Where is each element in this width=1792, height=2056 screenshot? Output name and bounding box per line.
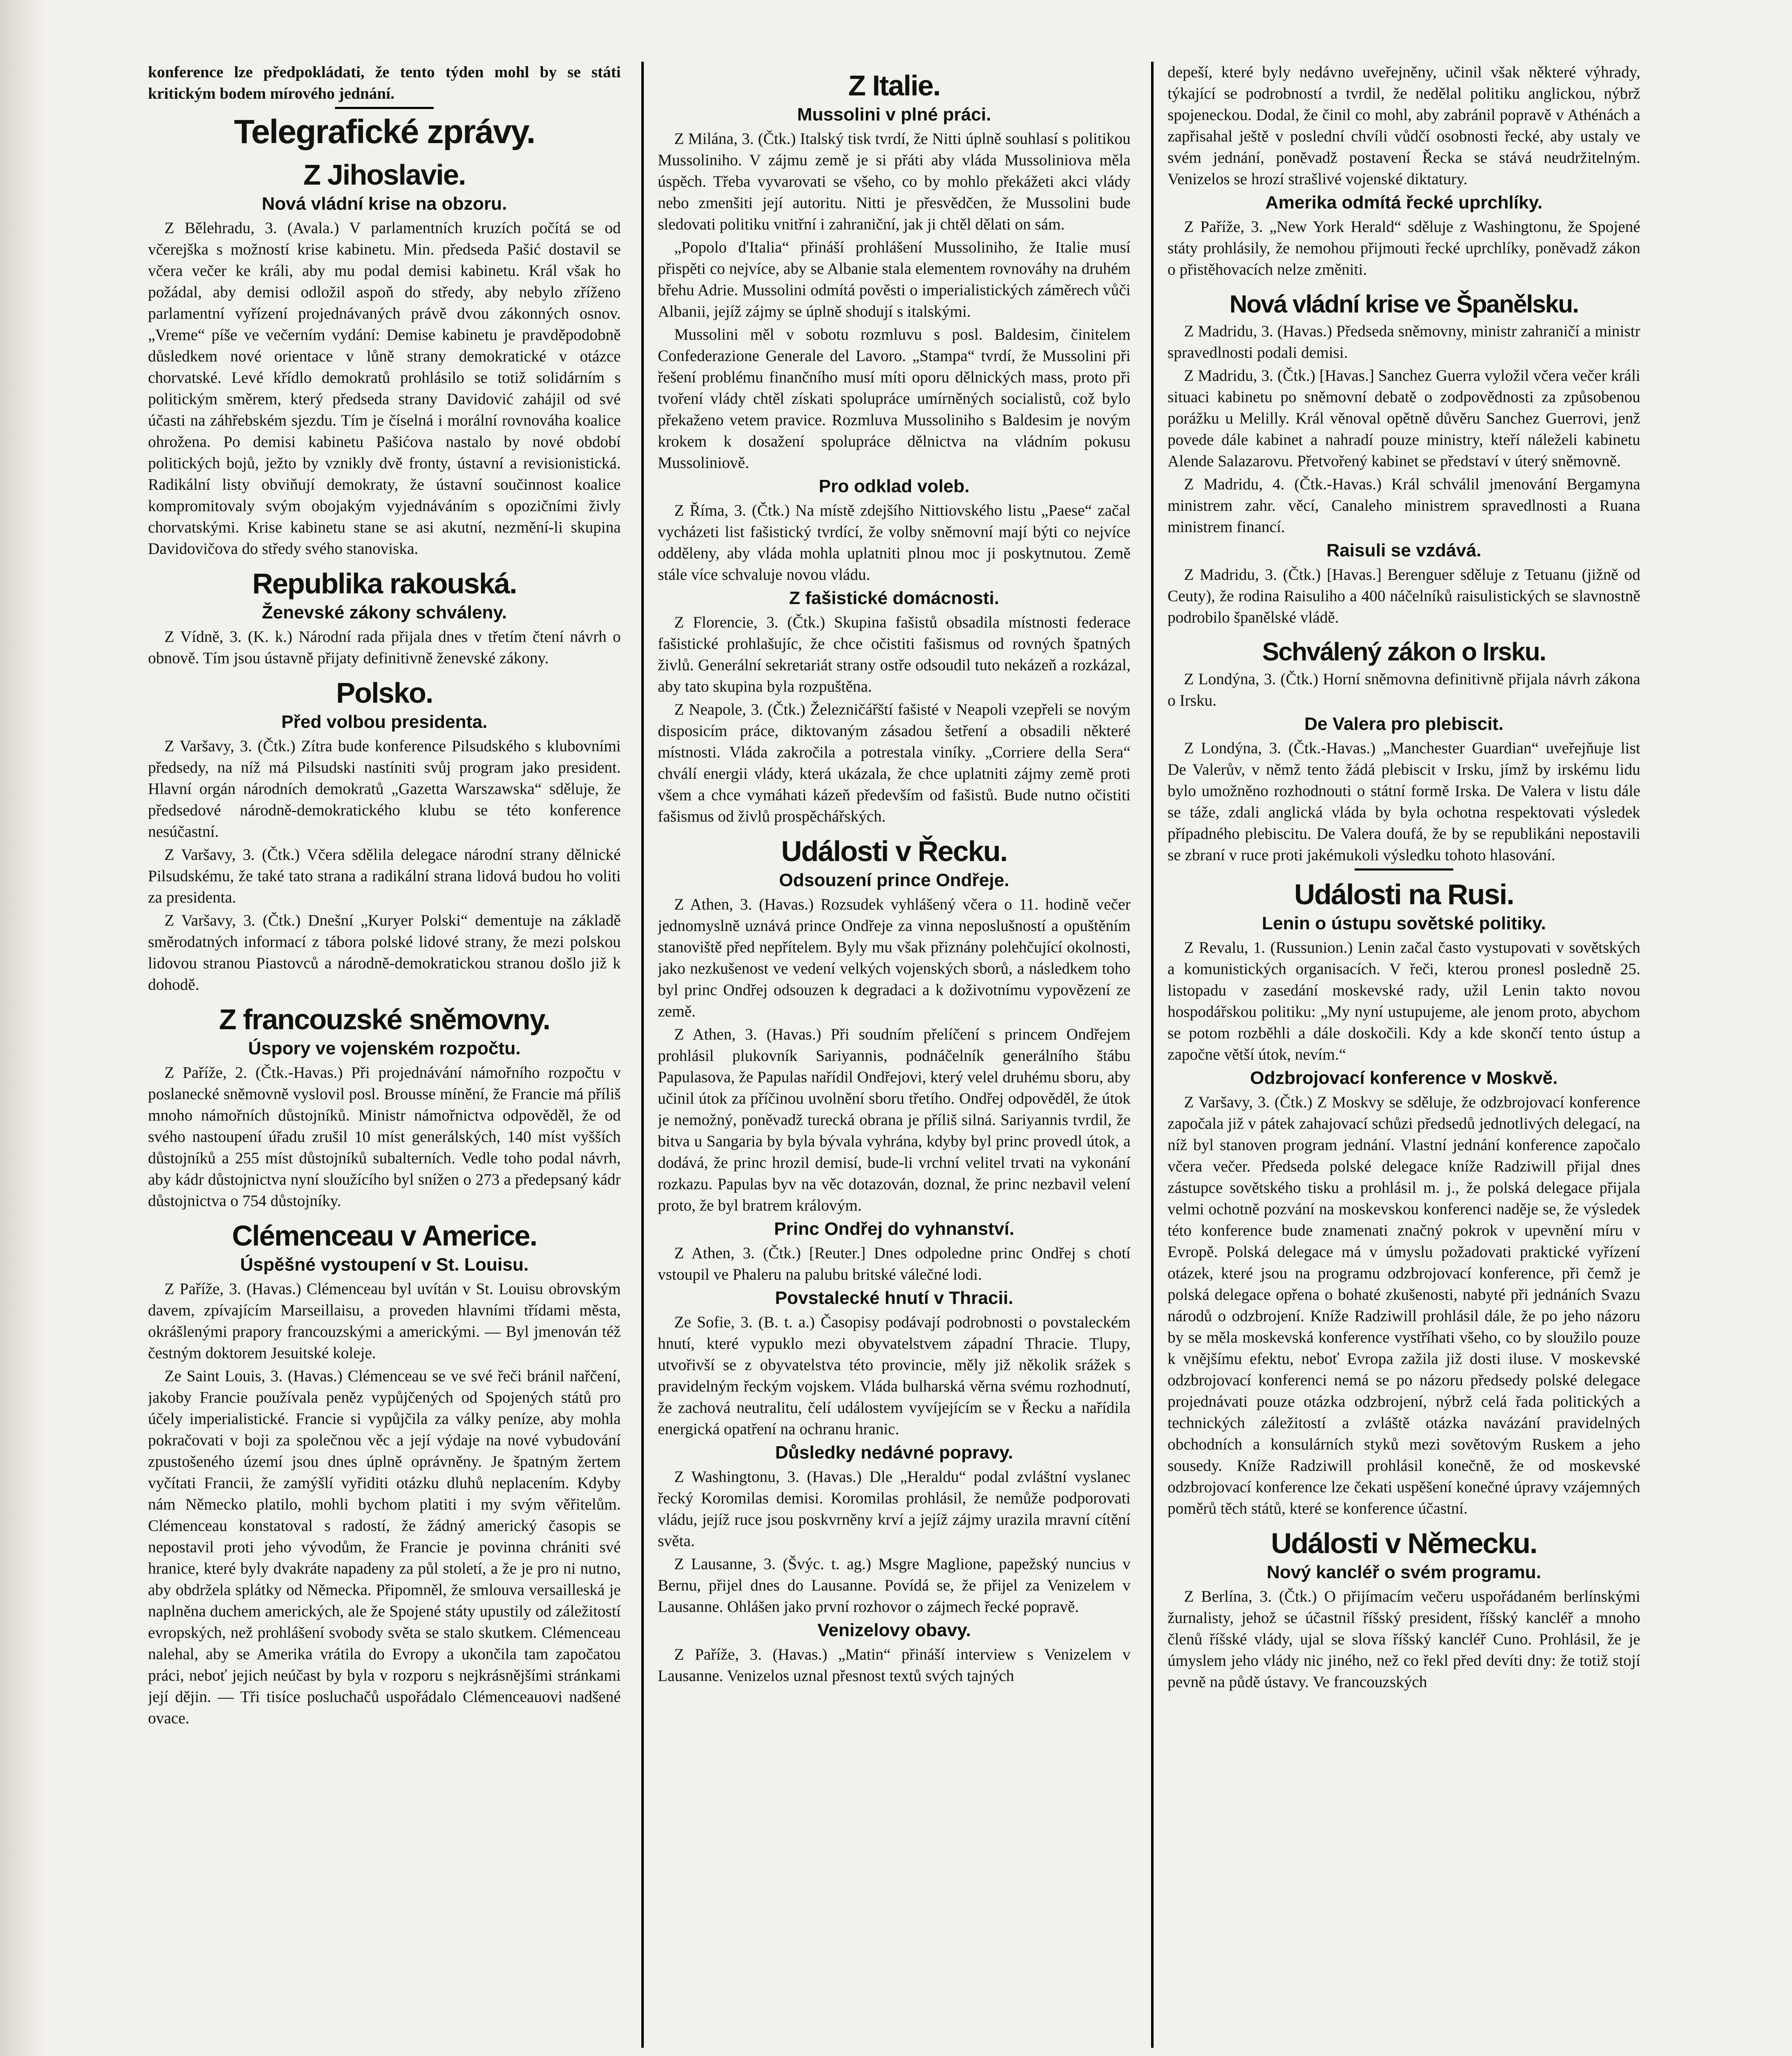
article-paragraph: Mussolini měl v sobotu rozmluvu s posl. Baldesim, činitelem Confederazione Generale del Lavoro. „Stampa“ tvrdí, že Mussolini při řešení problému finančního musí míti oporu dělnických mass, proto při tvoření vlády chtěl získati spolupráce umírněných socialistů, což bylo překaženo vetem pravice. Rozmluva Mussoliniho s Baldesim je novým krokem k dosažení spolupráce dělnictva na vládním pokusu Mussoliniově.	[658, 326, 1131, 472]
article-paragraph: Z Paříže, 3. (Havas.) „Matin“ přináší interview s Venizelem v Lausanne. Venizelos uznal přesnost textů svých tajných	[658, 1646, 1131, 1685]
article-subtitle: Lenin o ústupu sovětské politiky.	[1262, 913, 1546, 933]
article-paragraph: Z Madridu, 3. (Čtk.) [Havas.] Sanchez Guerra vyložil včera večer králi situaci kabinetu po sněmovní debatě o zodpovědnosti za způsobenou porážku u Melilly. Král věnoval opětně důvěru Sanchez Guerrovi, jenž povede dále kabinet a nahradí pouze ministry, kteří náleželi kabinetu Alende Salazarovu. Přetvořený kabinet se představí v úterý sněmovně.	[1168, 367, 1640, 470]
article-title: Z francouzské sněmovny.	[219, 1003, 550, 1035]
article-subtitle: Mussolini v plné práci.	[797, 104, 991, 125]
article-title: Z Jihoslavie.	[303, 159, 466, 191]
article-paragraph: Z Londýna, 3. (Čtk.) Horní sněmovna definitivně přijala návrh zákona o Irsku.	[1168, 670, 1640, 709]
article-subtitle: Úspěšné vystoupení v St. Louisu.	[240, 1255, 529, 1275]
article-paragraph: Z Athen, 3. (Havas.) Při soudním přelíčení s princem Ondřejem prohlásil plukovník Sariyannis, podnáčelník generálního štábu Papulasova, že Papulas nařídil Ondřejovi, který velel druhému sboru, aby učinil útok za příčinou uvolnění sboru třetího. Ondřej odpověděl, že útok je nemožný, poněvadž turecká obrana je příliš silná. Sariyannis tvrdil, že bitva u Sangaria by byla bývala vyhrána, kdyby byl princ provedl útok, a dodává, že princ hrozil demisí, bude-li vrchní velitel trvati na vykonání rozkazu. Papulas byv na věc dotazován, doznal, že princ nezbavil velení proto, že byl bratrem královým.	[658, 1026, 1131, 1214]
article-subtitle: Odsouzení prince Ondřeje.	[779, 870, 1009, 890]
article-paragraph: Z Paříže, 3. (Havas.) Clémenceau byl uvítán v St. Louisu obrovským davem, zpívajícím Marseillaisu, a proveden hlavními třídami města, okrášlenými prapory francouzskými a americkými. — Byl jmenován též čestným doktorem Jesuitské koleje.	[148, 1280, 621, 1362]
article-paragraph: Z Athen, 3. (Čtk.) [Reuter.] Dnes odpoledne princ Ondřej s chotí vstoupil ve Phaleru na palubu britské válečné lodi.	[658, 1244, 1131, 1283]
article-paragraph: Z Bělehradu, 3. (Avala.) V parlamentních kruzích počítá se od včerejška s možností krise kabinetu. Min. předseda Pašić dostavil se včera večer ke králi, aby mu podal demisi kabinetu. Král však ho požádal, aby demisi odložil aspoň do středy, aby nebylo zříženo parlamentní vyřízení projednávaných právě dvou zákonných osnov. „Vreme“ píše ve večerním vydání: Demise kabinetu je pravděpodobně důsledkem nové orientace v lůně strany demokratické v otázce chorvatské. Levé křídlo demokratů prohlásilo se totiž solidárním s politickým směrem, který předseda strany Davidović zahájil od své účasti na záhřebském sjezdu. Tím je číselná i morální rovnováha koalice ohrožena. Po demisi kabinetu Pašićova nastalo by nové období politických bojů, ježto by vznikly dvě fronty, ústavní a revisionistická. Radikální listy obviňují demokraty, že ústavní součinnost koalice kompromitovaly svým obojakým vyjednáváním s opozičními živly chorvatskými. Krise kabinetu stane se asi akutní, nezmění-li skupina Davidovičova do středy svého stanoviska.	[148, 219, 621, 558]
article-subtitle: Před volbou presidenta.	[281, 712, 488, 732]
article-title: Polsko.	[336, 677, 433, 709]
article-paragraph: Z Revalu, 1. (Russunion.) Lenin začal často vystupovati v sovětských a komunistických organisacích. V řeči, kterou pronesl posledně 25. listopadu v zasedání moskevské rady, užil Lenin takto novou hospodářskou politiku: „My nyní ustupujeme, ale jenom proto, abychom se potom rozběhli a dále doskočili. Kdy a kde skončí tento ústup a započne větší útok, nevím.“	[1168, 939, 1640, 1063]
article-paragraph: Z Milána, 3. (Čtk.) Italský tisk tvrdí, že Nitti úplně souhlasí s politikou Mussoliniho. V zájmu země je si přáti aby vláda Mussoliniova měla úspěch. Třeba vyvarovati se všeho, co by mohlo překážeti akci vlády nebo zmenšiti její autoritu. Nitti je přesvědčen, že Mussolini bude sledovati politiku vnitřní i zahraniční, jak ji chtěl dělati on sám.	[658, 130, 1131, 233]
article-paragraph: Z Berlína, 3. (Čtk.) O přijímacím večeru uspořádaném berlínskými žurnalisty, jehož se účastnil říšský president, říšský kancléř a mnoho členů říšské vlády, ujal se slova říšský kancléř Cuno. Prohlásil, že je úmyslem jeho vlády nic jiného, než co řekl před devíti dny: že totiž stojí pevně na půdě ústavy. Ve francouzských	[1168, 1588, 1640, 1691]
article-paragraph: Z Florencie, 3. (Čtk.) Skupina fašistů obsadila místnosti federace fašistické prohlašujíc, že chce očistiti fašismus od rovných špatných živlů. Generální sekretariát strany ostře odsoudil tuto nekázeň a rozkázal, aby tato skupina byla rozpuštěna.	[658, 614, 1131, 695]
article-paragraph: Z Athen, 3. (Havas.) Rozsudek vyhlášený včera o 11. hodině večer jednomyslně uznává prince Ondřeje za vinna neposlušností a opuštěním stanoviště před nepřítelem. Byly mu však přiznány polehčující okolnosti, jako nezkušenost ve vedení velkých vojenských sborů, a následkem toho byl princ Ondřej odsouzen k degradaci a k doživotnímu vypovězení ze země.	[658, 896, 1131, 1020]
article-title: Raisuli se vzdává.	[1326, 540, 1482, 560]
newspaper-page	[148, 62, 1640, 2056]
article-title: Důsledky nedávné popravy.	[775, 1442, 1013, 1463]
article-paragraph: Z Vídně, 3. (K. k.) Národní rada přijala dnes v třetím čtení návrh o obnově. Tím jsou ústavně přijaty definitivně ženevské zákony.	[148, 628, 621, 667]
page-binding-shadow	[0, 0, 45, 2056]
article-title: Amerika odmítá řecké uprchlíky.	[1265, 192, 1543, 213]
column-rule	[1151, 62, 1154, 2048]
article-title: Odzbrojovací konference v Moskvě.	[1250, 1068, 1558, 1088]
article-paragraph: Z Neapole, 3. (Čtk.) Železničářští fašisté v Neapoli vzepřeli se novým disposicím práce, diktovaným zásadou šetření a obsadili některé místnosti. Vláda zakročila a potrestala viníky. „Corriere della Sera“ chválí energii vlády, která ukázala, že chce uplatniti zájmy země proti všem a chce vymáhati kázeň především od fašistů. Bude nutno očistiti fašismus od živlů prospěchářských.	[658, 701, 1131, 825]
article-title: Nová vládní krise ve Španělsku.	[1229, 290, 1579, 318]
article-title: Princ Ondřej do vyhnanství.	[774, 1219, 1015, 1239]
article-paragraph: Z Varšavy, 3. (Čtk.) Včera sdělila delegace národní strany dělnické Pilsudskému, že také tato strana a radikální strana lidová budou ho voliti za presidenta.	[148, 846, 621, 906]
article-paragraph: Z Madridu, 3. (Čtk.) [Havas.] Berenguer sděluje z Tetuanu (jižně od Ceuty), že rodina Raisuliho a 400 náčelníků raisulistických se slavnostně podrobilo španělské vládě.	[1168, 566, 1640, 626]
section-title: Telegrafické zprávy.	[234, 113, 535, 150]
article-paragraph: Z Varšavy, 3. (Čtk.) Zítra bude konference Pilsudského s klubovními předsedy, na níž má Pilsudski nastíniti svůj program jako president. Hlavní orgán národních demokratů „Gazetta Warszawska“ sděluje, že předsedové národně-demokratického klubu se této konference nesúčastní.	[148, 737, 621, 840]
column-3-intro: depeší, které byly nedávno uveřejněny, učinil však některé výhrady, týkající se podrobností a tvrdil, že nedělal politiku anglickou, nýbrž spojeneckou. Dodal, že činil co mohl, aby zabránil popravě v Athénách a zapřisahal ještě v poslední chvíli vůdčí osobnosti řecké, aby ustaly ve svém jednání, poněvadž postavení Řecka se stává neudržitelným. Venizelos se hrozí strašlivé vojenské diktatury.	[1168, 63, 1640, 188]
article-paragraph: „Popolo d'Italia“ přináší prohlášení Mussoliniho, že Italie musí přispěti co nejvíce, aby se Albanie stala elementem rovnováhy na druhém břehu Adrie. Mussolini odmítá pověsti o imperialistických záměrech vůči Albanii, jejíž zájmy se úplně shodují s italskými.	[658, 238, 1131, 320]
article-title: Venizelovy obavy.	[817, 1620, 971, 1640]
article-title: Z fašistické domácnosti.	[789, 588, 999, 608]
article-paragraph: Z Říma, 3. (Čtk.) Na místě zdejšího Nittiovského listu „Paese“ začal vycházeti list fašistický tvrdící, že volby sněmovní mají býti co nejvíce odděleny, aby vláda mohla uplatniti plnou moc ji poskytnutou. Země stále více schvaluje novou vládu.	[658, 502, 1131, 583]
article-title: Z Italie.	[848, 69, 940, 102]
article-subtitle: Ženevské zákony schváleny.	[262, 602, 507, 623]
article-subtitle: Nová vládní krise na obzoru.	[261, 194, 507, 214]
article-title: Povstalecké hnutí v Thracii.	[775, 1288, 1013, 1308]
article-title: Clémenceau v Americe.	[232, 1220, 537, 1252]
article-paragraph: Z Paříže, 3. „New York Herald“ sděluje z Washingtonu, že Spojené státy prohlásily, že nemohou přijmouti řecké uprchlíky, poněvadž zákon o přistěhovacích nelze změniti.	[1168, 218, 1640, 278]
column-1	[148, 62, 621, 2019]
article-title: Schválený zákon o Irsku.	[1262, 638, 1546, 666]
article-title: Události v Německu.	[1271, 1527, 1537, 1559]
column-1-intro: konference lze předpokládati, že tento týden mohl by se státi kritickým bodem mírového jednání.	[148, 63, 621, 102]
article-subtitle: Nový kancléř o svém programu.	[1267, 1562, 1541, 1582]
article-paragraph: Z Varšavy, 3. (Čtk.) Dnešní „Kuryer Polski“ dementuje na základě směrodatných informací z tábora polské lidové strany, že mezi polskou lidovou stranou Piastovců a národně-demokratickou stranou došlo již k dohodě.	[148, 912, 621, 993]
article-title: Republika rakouská.	[252, 567, 517, 600]
article-title: De Valera pro plebiscit.	[1304, 714, 1504, 734]
article-title: Pro odklad voleb.	[819, 476, 970, 496]
article-title: Události na Rusi.	[1294, 878, 1514, 910]
article-paragraph: Z Paříže, 2. (Čtk.-Havas.) Při projednávání námořního rozpočtu v poslanecké sněmovně vyslovil posl. Brousse mínění, že Francie má příliš mnoho námořních důstojníků. Ministr námořnictva odpověděl, že od svého nastoupení úřadu zrušil 10 míst generálských, 140 míst vyšších důstojníků a 255 míst důstojníků subalterních. Vedle toho podal návrh, aby kádr důstojnictva nyní sloužícího byl snížen o 273 a předepsaný kádr důstojnictva o 754 důstojníky.	[148, 1064, 621, 1210]
divider	[335, 107, 434, 109]
article-subtitle: Úspory ve vojenském rozpočtu.	[248, 1038, 521, 1058]
article-paragraph: Ze Saint Louis, 3. (Havas.) Clémenceau se ve své řeči bránil nařčení, jakoby Francie používala peněz vypůjčených od Spojených států pro účely imperialistické. Francie si vypůjčila za války peníze, aby mohla pokračovati v boji za společnou věc a její výdaje na nové vybudování zpustošeného území jsou dnes úplně oprávněny. Je špatným žertem vyčítati Francii, že zamýšlí vyřiditi otázku dluhů neplacením. Kdyby nám Německo platilo, mohli bychom platiti i my svým věřitelům. Clémenceau konstatoval s radostí, že žádný americký časopis se nepostavil proti jeho vývodům, že Francie je povinna chrániti své hranice, které byly dvakráte napadeny za půl století, a že je pro ni nutno, aby obdržela splátky od Německa. Připomněl, že smlouva versailleská je naplněna duchem amerických, ale že Spojené státy upustily od záležitostí evropských, než prohlášení svobody světa se stalo skutkem. Clémenceau nalehal, aby se Amerika vrátila do Evropy a ukončila tam započatou práci, neboť jejich neúčast by byla v rozporu s nejkrásnějšími stránkami její dějin. — Tři tisíce posluchačů uspořádalo Clémenceauovi nadšené ovace.	[148, 1367, 621, 1727]
column-2	[658, 62, 1131, 2019]
article-paragraph: Z Madridu, 4. (Čtk.-Havas.) Král schválil jmenování Bergamyna ministrem zahr. věcí, Canaleho ministrem spravedlnosti a Ruana ministrem financí.	[1168, 475, 1640, 536]
column-3	[1168, 62, 1640, 2019]
article-paragraph: Z Londýna, 3. (Čtk.-Havas.) „Manchester Guardian“ uveřejňuje list De Valerův, v němž tento žádá plebiscit v Irsku, jímž by irskému lidu bylo umožněno rozhodnouti o státní formě Irska. De Valera v listu dále se táže, zdali anglická vláda by byla ochotna respektovati výsledek případného plebiscitu. De Valera doufá, že by se republikáni nepostavili se zbraní v ruce proti jakémukoli výsledku tohoto hlasování.	[1168, 739, 1640, 864]
article-paragraph: Z Washingtonu, 3. (Havas.) Dle „Heraldu“ podal zvláštní vyslanec řecký Koromilas demisi. Koromilas prohlásil, že nemůže podporovati vládu, jejíž ruce jsou poskvrněny krví a jejíž zájmy urazila mravní cítění světa.	[658, 1468, 1131, 1550]
article-paragraph: Z Madridu, 3. (Havas.) Předseda sněmovny, ministr zahraničí a ministr spravedlnosti podali demisi.	[1168, 322, 1640, 361]
article-paragraph: Z Lausanne, 3. (Švýc. t. ag.) Msgre Maglione, papežský nuncius v Bernu, přijel dnes do Lausanne. Povídá se, že přijel za Venizelem v Lausanne. Ohlášen jako první rozhovor o zájmech řecké popravě.	[658, 1555, 1131, 1616]
article-paragraph: Z Varšavy, 3. (Čtk.) Z Moskvy se sděluje, že odzbrojovací konference započala již v pátek zahajovací schůzi předsedů jednotlivých delegací, na níž byl stanoven program jednání. Vlastní jednání konference započalo včera večer. Předseda polské delegace kníže Radziwill přijal dnes zástupce sovětského tisku a prohlásil m. j., že polská delegace přijala velmi ochotně pozvání na moskevskou konferenci naděje se, že výsledek této konference bude znamenati značný pokrok v upevnění míru v Evropě. Polská delegace má v úmyslu požadovati praktické vyřízení otázek, které jsou na programu odzbrojovací konference, při čemž je polská delegace opřena o bohaté zkušenosti, nabyté při jednáních Svazu národů o odzbrojení. Kníže Radziwill prohlásil dále, že po jeho názoru by se měla moskevská konference vystříhati všeho, co by sloužilo pouze k vnějšímu efektu, neboť Evropa zažila již dosti iluse. V moskevské odzbrojovací konferenci nemá se po názoru předsedy polské delegace projednávati pouze otázka odzbrojení, nýbrž celá řada politických a technických záležitostí a zvláště otázka navázání pravidelných obchodních a konsulárních styků mezi sovětovým Ruskem a jeho sousedy. Kníže Radziwill prohlásil konečně, že od moskevské odzbrojovací konference lze čekati uspěšení konečné úpravy vzájemných poměrů těch států, které se konference účastní.	[1168, 1093, 1640, 1517]
column-rule	[641, 62, 644, 2048]
article-paragraph: Ze Sofie, 3. (B. t. a.) Časopisy podávají podrobnosti o povstaleckém hnutí, které vypuklo mezi obyvatelstvem západní Thracie. Tlupy, utvořivší se z obyvatelstva této provincie, měly již několik srážek s pravidelným řeckým vojskem. Vláda bulharská věrna svému rozhodnutí, že zachová neutralitu, čelí událostem vyvíjejícím se v Řecku a nařídila energická opatření na ochranu hranic.	[658, 1313, 1131, 1438]
divider	[1355, 868, 1453, 871]
article-title: Události v Řecku.	[781, 835, 1007, 867]
